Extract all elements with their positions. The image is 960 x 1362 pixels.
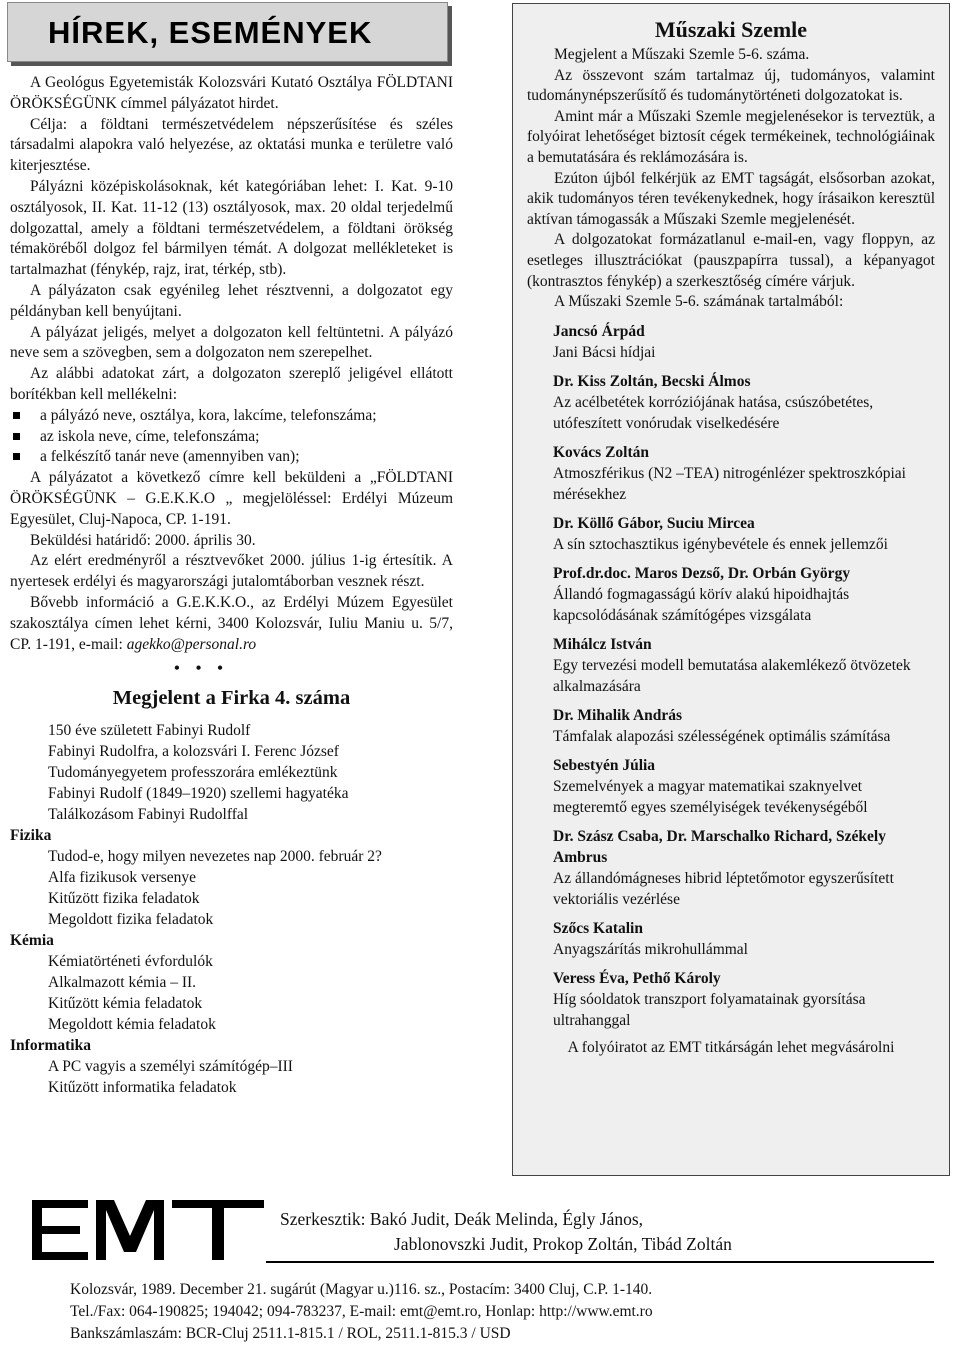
paragraph: Pályázni középiskolásoknak, két kategóriában lehet: I. Kat. 9-10 osztályosok, II. Kat. 11-12 (13) osztályosok, max. 20 oldal terjedelmű dolgozattal, amely a földtani természetvédelem, a földtani örökség témaköréből dolgoz fel bármilyen témát. A dolgozat mellékleteket is tartalmazhat (fénykép, rajz, irat, térkép, stb). xyxy=(10,177,453,279)
toc-item: Fabinyi Rudolfra, a kolozsvári I. Ferenc József xyxy=(48,743,339,761)
list-item-text: az iskola neve, címe, telefonszáma; xyxy=(40,427,260,445)
square-bullet-icon xyxy=(13,433,20,440)
firka-toc-intro xyxy=(10,720,453,825)
paragraph: A Geológus Egyetemisták Kolozsvári Kutató Osztálya FÖLDTANI ÖRÖKSÉGÜNK címmel pályázatot hirdet. xyxy=(10,74,453,112)
article-title: Az állandómágneses hibrid léptetőmotor egyszerűsített vektoriális vezérlése xyxy=(553,869,894,908)
paragraph: A dolgozatokat formázatlanul e-mail-en, vagy floppyn, az esetleges illusztrációkat (pauszpapírra tussal), a képanyagot (kontrasztos fénykép) a szerkesztőség címére várjuk. xyxy=(527,231,935,290)
article-authors: Sebestyén Júlia xyxy=(553,756,656,774)
left-column xyxy=(10,73,453,1098)
paragraph: A Műszaki Szemle 5-6. számának tartalmából: xyxy=(554,293,844,311)
email-link[interactable]: agekko@personal.ro xyxy=(126,635,257,653)
bank-line: Bankszámlaszám: BCR-Cluj 2511.1-815.1 / ROL, 2511.1-815.3 / USD xyxy=(70,1325,511,1342)
toc-item: Kitűzött kémia feladatok xyxy=(48,995,203,1013)
toc-item: Megoldott fizika feladatok xyxy=(48,911,214,929)
paragraph: Célja: a földtani természetvédelem népszerűsítése és széles társadalmi alapokra való helyezése, az oktatási munka e területre való kiterjesztése. xyxy=(10,115,453,175)
footer-divider xyxy=(266,1261,934,1263)
article-entry xyxy=(527,918,935,960)
article-authors: Veress Éva, Pethő Károly xyxy=(553,969,721,987)
emt-logo xyxy=(30,1196,266,1262)
toc-item: Tudod-e, hogy milyen nevezetes nap 2000. február 2? xyxy=(48,848,382,866)
article-entry xyxy=(527,634,935,697)
paragraph: Amint már a Műszaki Szemle megjelenésekor is terveztük, a folyóirat lehetőséget biztosít cégek termékeinek, technológiáinak a bemutatására és reklámozására is. xyxy=(527,107,935,166)
article-title: Szemelvények a magyar matematikai szaknyelvet megteremtő egyes személyiségek tevékenységéből xyxy=(553,777,868,816)
toc-item: Fabinyi Rudolf (1849–1920) szellemi hagyatéka xyxy=(48,785,349,803)
article-authors: Dr. Mihalik András xyxy=(553,706,683,724)
separator-dots: • • • xyxy=(174,660,229,678)
address-line: Kolozsvár, 1989. December 21. sugárút (Magyar u.)116. sz., Postacím: 3400 Cluj, C.P. 1-140. xyxy=(70,1281,653,1298)
article-entry xyxy=(527,513,935,555)
info-text: Bővebb információ a G.E.K.K.O., az Erdélyi Múzem Egyesület szakosztálya címen lehet kérni, 3400 Kolozsvár, Iuliu Maniu u. 5/7, CP. 1-191, e-mail: xyxy=(10,593,453,653)
toc-item: Megoldott kémia feladatok xyxy=(48,1016,216,1034)
article-authors: Dr. Kiss Zoltán, Becski Álmos xyxy=(553,372,751,390)
toc-item: Kitűzött fizika feladatok xyxy=(48,890,200,908)
paragraph: Az összevont szám tartalmaz új, tudományos, valamint tudománynépszerűsítő és tudománytörténeti dolgozatokat is. xyxy=(527,66,935,105)
article-entry xyxy=(527,826,935,910)
toc-section-informatika: Informatika xyxy=(10,1037,91,1055)
paragraph: Beküldési határidő: 2000. április 30. xyxy=(30,531,256,549)
paragraph: Az elért eredményről a résztvevőket 2000. július 1-ig értesítik. A nyertesek erdélyi és magyarországi jutalomtáborban vesznek részt. xyxy=(10,552,453,591)
article-title: Támfalak alapozási szélességének optimális számítása xyxy=(553,727,891,745)
toc-item: A PC vagyis a személyi számítógép–III xyxy=(48,1058,293,1076)
editors-block xyxy=(280,1207,732,1257)
article-title: Anyagszárítás mikrohullámmal xyxy=(553,940,748,958)
toc-item: Kitűzött informatika feladatok xyxy=(48,1079,237,1097)
square-bullet-icon xyxy=(13,453,20,460)
article-title: Atmoszférikus (N2 –TEA) nitrogénlézer spektroszkópiai mérésekhez xyxy=(553,464,906,503)
article-authors: Jancsó Árpád xyxy=(553,322,645,340)
list-item-text: a pályázó neve, osztálya, kora, lakcíme, telefonszáma; xyxy=(40,406,377,424)
box-title: Műszaki Szemle xyxy=(654,17,808,42)
article-entry xyxy=(527,321,935,363)
paragraph: Ezúton újból felkérjük az EMT tagságát, elsősorban azokat, akik tudományos téren tevékenykednek, hogy írásaikon keresztül aktívan támogassák a Műszaki Szemle megjelenését. xyxy=(527,169,935,228)
square-bullet-icon xyxy=(13,412,20,419)
toc-item: Találkozásom Fabinyi Rudolffal xyxy=(48,806,249,824)
list-item xyxy=(10,406,453,427)
article-entry xyxy=(527,371,935,434)
editors-line-1: Bakó Judit, Deák Melinda, Égly János, xyxy=(369,1209,644,1229)
article-authors: Mihálcz István xyxy=(553,635,652,653)
article-entry xyxy=(527,563,935,626)
toc-section-kemia: Kémia xyxy=(10,932,54,950)
article-authors: Szőcs Katalin xyxy=(553,919,643,937)
article-entry xyxy=(527,442,935,505)
toc-item: 150 éve született Fabinyi Rudolf xyxy=(48,722,251,740)
paragraph: A pályázatot a következő címre kell beküldeni a „FÖLDTANI ÖRÖKSÉGÜNK – G.E.K.K.O „ megjelöléssel: Erdélyi Múzeum Egyesület, Cluj-Napoca, CP. 1-191. xyxy=(10,469,453,528)
article-authors: Dr. Köllő Gábor, Suciu Mircea xyxy=(553,514,755,532)
article-authors: Kovács Zoltán xyxy=(553,443,650,461)
paragraph: Az alábbi adatokat zárt, a dolgozaton szereplő jeligével ellátott borítékban kell mellékelni: xyxy=(10,365,453,403)
paragraph: Megjelent a Műszaki Szemle 5-6. száma. xyxy=(554,46,810,63)
article-title: Egy tervezési modell bemutatása alakemlékező ötvözetek alkalmazására xyxy=(553,656,911,695)
article-authors: Prof.dr.doc. Maros Dezső, Dr. Orbán György xyxy=(553,564,851,582)
list-item xyxy=(10,427,453,448)
muszaki-szemle-box xyxy=(512,3,950,1176)
toc-item: Alkalmazott kémia – II. xyxy=(48,974,197,992)
toc-item: Tudományegyetem professzorára emlékeztünk xyxy=(48,764,338,782)
article-title: Jani Bácsi hídjai xyxy=(553,343,656,361)
article-title: Állandó fogmagasságú körív alakú hipoidhajtás kapcsolódásának számítógépes vizsgálata xyxy=(553,585,850,624)
paragraph: A pályázaton csak egyénileg lehet résztvenni, a dolgozatot egy példányban kell benyújtani. xyxy=(10,281,453,320)
news-heading: HÍREK, ESEMÉNYEK xyxy=(48,15,373,50)
list-item xyxy=(10,447,453,468)
article-entry xyxy=(527,755,935,818)
article-entry xyxy=(527,968,935,1031)
article-title: Az acélbetétek korróziójának hatása, csúszóbetétes, utófeszített vonórudak viselkedésére xyxy=(553,393,874,432)
article-list xyxy=(527,321,935,1031)
box-footer: A folyóiratot az EMT titkárságán lehet megvásárolni xyxy=(567,1038,895,1056)
news-heading-box xyxy=(7,2,448,62)
article-title: Híg sóoldatok transzport folyamatainak gyorsítása ultrahanggal xyxy=(553,990,866,1029)
article-entry xyxy=(527,705,935,747)
article-title: A sín sztochasztikus igénybevétele és ennek jellemzői xyxy=(553,535,888,553)
address-block xyxy=(70,1279,653,1345)
toc-section-fizika: Fizika xyxy=(10,827,52,845)
paragraph xyxy=(10,593,453,655)
editors-line-2: Jablonovszki Judit, Prokop Zoltán, Tibád Zoltán xyxy=(394,1234,732,1254)
firka-heading: Megjelent a Firka 4. száma xyxy=(112,687,351,710)
editors-label: Szerkesztik: xyxy=(280,1209,366,1229)
paragraph: A pályázat jeligés, melyet a dolgozaton kell feltüntetni. A pályázó neve sem a szövegben, sem a dolgozaton nem szerepelhet. xyxy=(10,323,453,362)
article-authors: Dr. Szász Csaba, Dr. Marschalko Richard, Székely Ambrus xyxy=(553,827,886,866)
toc-item: Alfa fizikusok versenye xyxy=(48,869,197,887)
list-item-text: a felkészítő tanár neve (amennyiben van); xyxy=(40,448,300,466)
contact-line: Tel./Fax: 064-190825; 194042; 094-783237, E-mail: emt@emt.ro, Honlap: http://www.emt.ro xyxy=(70,1303,653,1320)
toc-item: Kémiatörténeti évfordulók xyxy=(48,953,213,971)
